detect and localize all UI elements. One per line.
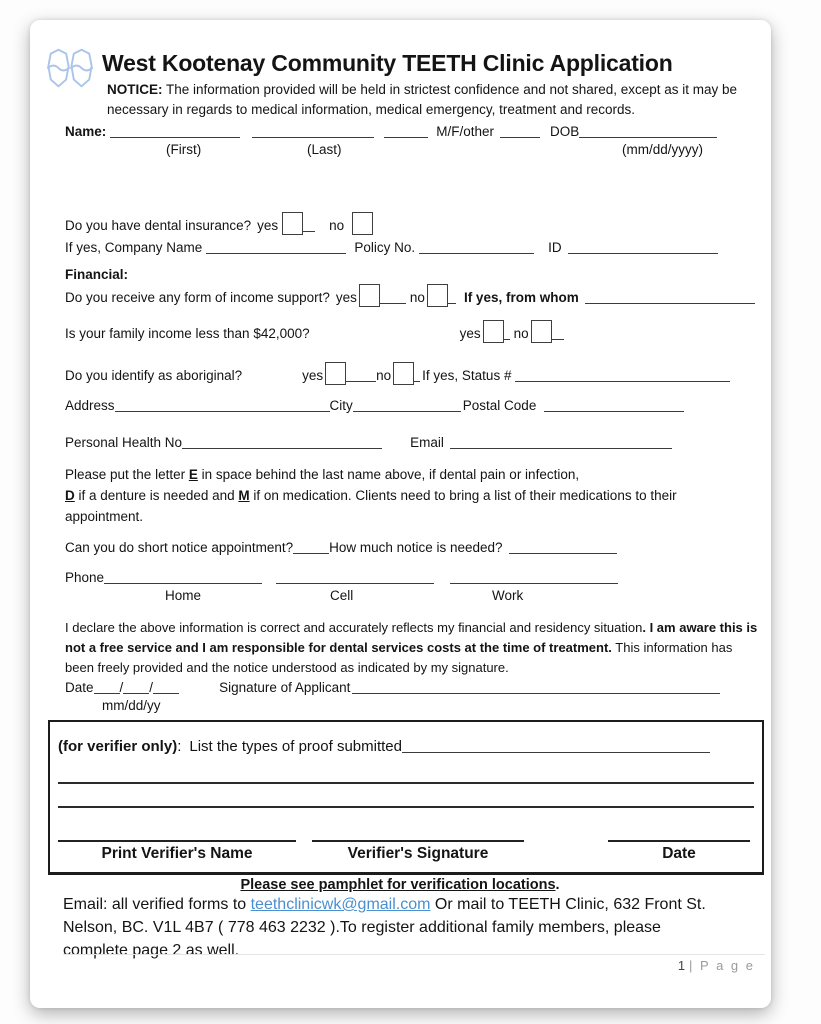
- income-question: Do you receive any form of income support?: [65, 290, 330, 305]
- first-name-blank[interactable]: [110, 125, 240, 138]
- family-yes-checkbox[interactable]: [483, 320, 504, 343]
- phone-home-caption: Home: [165, 588, 202, 603]
- declaration-paragraph: [65, 618, 765, 678]
- name-label: Name:: [65, 124, 107, 139]
- family-no-checkbox[interactable]: [531, 320, 552, 343]
- pamphlet-text: Please see pamphlet for verification locations: [240, 877, 556, 893]
- dob-format-caption: (mm/dd/yyyy): [622, 142, 703, 157]
- company-name-blank[interactable]: [206, 241, 346, 254]
- declaration-b1: . I am aware this is: [642, 620, 758, 635]
- print-verifier-name-field[interactable]: [58, 840, 296, 863]
- phn-label: Personal Health No: [65, 435, 183, 450]
- mail-line2: Nelson, BC. V1L 4B7 ( 778 463 2232 ).To register additional family members, please: [63, 918, 661, 936]
- verifier-signature-label: Verifier's Signature: [347, 845, 489, 862]
- pamphlet-period: .: [555, 877, 560, 893]
- name-row: [65, 124, 717, 140]
- letters-after-e: in space behind the last name above, if dental pain or infection,: [197, 467, 580, 482]
- letter-code-blank[interactable]: [384, 125, 428, 138]
- date-mm-blank[interactable]: [94, 681, 120, 694]
- print-verifier-name-label: Print Verifier's Name: [101, 845, 253, 862]
- income-no-blank[interactable]: [448, 291, 456, 304]
- phone-work-caption: Work: [492, 588, 524, 603]
- proof-blank[interactable]: [402, 740, 710, 753]
- applicant-signature-blank[interactable]: [352, 681, 720, 694]
- status-label: If yes, Status #: [422, 368, 512, 383]
- declaration-n2: This information has: [611, 640, 733, 656]
- insurance-no-checkbox[interactable]: [352, 212, 373, 235]
- mailing-instructions: [63, 894, 769, 963]
- notice-text: The information provided will be held in strictest confidence and not shared, except as it may be necessary in regards to medical information, medical emergency, treatment and records.: [107, 82, 738, 118]
- declaration-n3: been freely provided and the notice understood as indicated by my signature.: [65, 660, 509, 676]
- verifier-date-field[interactable]: [608, 840, 750, 863]
- last-name-blank[interactable]: [252, 125, 374, 138]
- teeth-clinic-logo-icon: [45, 46, 95, 92]
- page-word: | P a g e: [689, 958, 755, 973]
- postal-label: Postal Code: [462, 398, 537, 413]
- proof-label: List the types of proof submitted: [189, 738, 402, 755]
- dob-blank[interactable]: [579, 125, 717, 138]
- id-label: ID: [548, 240, 562, 255]
- application-form-page: [30, 20, 771, 1008]
- phone-cell-caption: Cell: [330, 588, 354, 603]
- verifier-heading-colon: :: [177, 738, 182, 755]
- footer-divider: [63, 954, 765, 955]
- city-blank[interactable]: [353, 399, 461, 412]
- income-no-checkbox[interactable]: [427, 284, 448, 307]
- date-label: Date: [65, 680, 94, 695]
- notice-needed-question: How much notice is needed?: [329, 540, 503, 555]
- date-yy-blank[interactable]: [153, 681, 179, 694]
- health-number-row: [65, 435, 672, 451]
- mail-line1-suffix: Or mail to TEETH Clinic, 632 Front St.: [430, 896, 706, 913]
- mail-line1-prefix: Email: all verified forms to: [63, 896, 251, 913]
- income-yes-checkbox[interactable]: [359, 284, 380, 307]
- insurance-company-row: [65, 240, 718, 256]
- aboriginal-yes-checkbox[interactable]: [325, 362, 346, 385]
- policy-label: Policy No.: [354, 240, 416, 255]
- address-blank[interactable]: [115, 399, 330, 412]
- verifier-box: [48, 720, 764, 875]
- verifier-heading: (for verifier only): [58, 738, 178, 755]
- date-signature-row: [65, 680, 720, 696]
- from-whom-label: If yes, from whom: [463, 290, 579, 305]
- insurance-question: Do you have dental insurance?: [65, 218, 252, 233]
- city-label: City: [329, 398, 353, 413]
- page-number-value: 1: [677, 958, 686, 973]
- from-whom-blank[interactable]: [585, 291, 755, 304]
- mail-line3: complete page 2 as well.: [63, 941, 240, 959]
- address-row: [65, 398, 684, 414]
- date-dd-blank[interactable]: [123, 681, 149, 694]
- family-income-row: [65, 320, 564, 343]
- verifier-writing-line-2[interactable]: [58, 806, 754, 808]
- income-yes-label: yes: [335, 290, 357, 305]
- id-blank[interactable]: [568, 241, 718, 254]
- notice-needed-blank[interactable]: [509, 541, 617, 554]
- family-income-question: Is your family income less than $42,000?: [65, 326, 310, 341]
- letters-lead: Please put the letter: [65, 467, 189, 482]
- notice-label: NOTICE:: [107, 82, 163, 97]
- phone-work-blank[interactable]: [450, 571, 618, 584]
- company-label: If yes, Company Name: [65, 240, 203, 255]
- signature-label: Signature of Applicant: [219, 680, 351, 695]
- letters-note: [65, 465, 735, 528]
- date-format-caption: mm/dd/yy: [102, 698, 161, 713]
- aboriginal-no-label: no: [376, 368, 392, 383]
- insurance-yes-label: yes: [257, 218, 279, 233]
- letter-m: M: [238, 487, 250, 503]
- gender-label: M/F/other: [436, 124, 495, 139]
- letters-after-m: if on medication. Clients need to bring a list of their medications to their: [249, 487, 677, 503]
- declaration-b2: not a free service and I am responsible for dental services costs at the time of treatment.: [65, 640, 612, 656]
- family-yes-blank[interactable]: [504, 327, 510, 340]
- policy-number-blank[interactable]: [419, 241, 534, 254]
- letter-d: D: [65, 487, 75, 503]
- page-number: [678, 958, 755, 973]
- phone-cell-blank[interactable]: [276, 571, 434, 584]
- letters-after-d: if a denture is needed and: [74, 487, 239, 503]
- insurance-yes-blank[interactable]: [303, 219, 315, 232]
- income-no-label: no: [409, 290, 425, 305]
- phn-blank[interactable]: [182, 436, 382, 449]
- short-notice-question: Can you do short notice appointment?: [65, 540, 294, 555]
- aboriginal-question: Do you identify as aboriginal?: [65, 368, 243, 383]
- family-yes-label: yes: [459, 326, 481, 341]
- income-yes-blank[interactable]: [380, 291, 406, 304]
- short-notice-blank[interactable]: [293, 541, 329, 554]
- family-no-label: no: [513, 326, 529, 341]
- address-label: Address: [65, 398, 115, 413]
- aboriginal-yes-blank[interactable]: [346, 369, 376, 382]
- insurance-no-label: no: [329, 218, 345, 233]
- financial-heading: Financial:: [65, 267, 129, 282]
- verifier-writing-line-1[interactable]: [58, 782, 754, 784]
- last-caption: (Last): [307, 142, 342, 157]
- email-label: Email: [410, 435, 444, 450]
- letters-last-line: appointment.: [65, 508, 144, 524]
- gender-blank[interactable]: [500, 125, 540, 138]
- short-notice-row: [65, 540, 617, 556]
- verifier-signature-field[interactable]: [312, 840, 524, 863]
- declaration-n1: I declare the above information is correct and accurately reflects my financial and residency situation: [65, 620, 643, 635]
- email-blank[interactable]: [450, 436, 672, 449]
- aboriginal-row: [65, 362, 730, 385]
- first-caption: (First): [166, 142, 202, 157]
- notice-paragraph: [107, 80, 769, 121]
- postal-code-blank[interactable]: [544, 399, 684, 412]
- family-no-blank[interactable]: [552, 327, 564, 340]
- phone-home-blank[interactable]: [104, 571, 262, 584]
- letter-e: E: [188, 467, 198, 482]
- income-support-row: [65, 284, 755, 307]
- clinic-email-link[interactable]: teethclinicwk@gmail.com: [250, 896, 431, 913]
- verifier-heading-row: [58, 738, 710, 755]
- aboriginal-yes-label: yes: [302, 368, 324, 383]
- pamphlet-note: [30, 877, 770, 893]
- phone-row: [65, 570, 618, 586]
- phone-label: Phone: [65, 570, 105, 585]
- insurance-question-row: [65, 212, 373, 235]
- date-slash-1: /: [119, 680, 124, 695]
- aboriginal-no-blank[interactable]: [414, 369, 420, 382]
- insurance-yes-checkbox[interactable]: [282, 212, 303, 235]
- aboriginal-no-checkbox[interactable]: [393, 362, 414, 385]
- dob-label: DOB: [550, 124, 580, 139]
- status-number-blank[interactable]: [515, 369, 730, 382]
- page-title: West Kootenay Community TEETH Clinic Application: [102, 50, 673, 76]
- verifier-date-label: Date: [662, 845, 696, 862]
- date-slash-2: /: [149, 680, 154, 695]
